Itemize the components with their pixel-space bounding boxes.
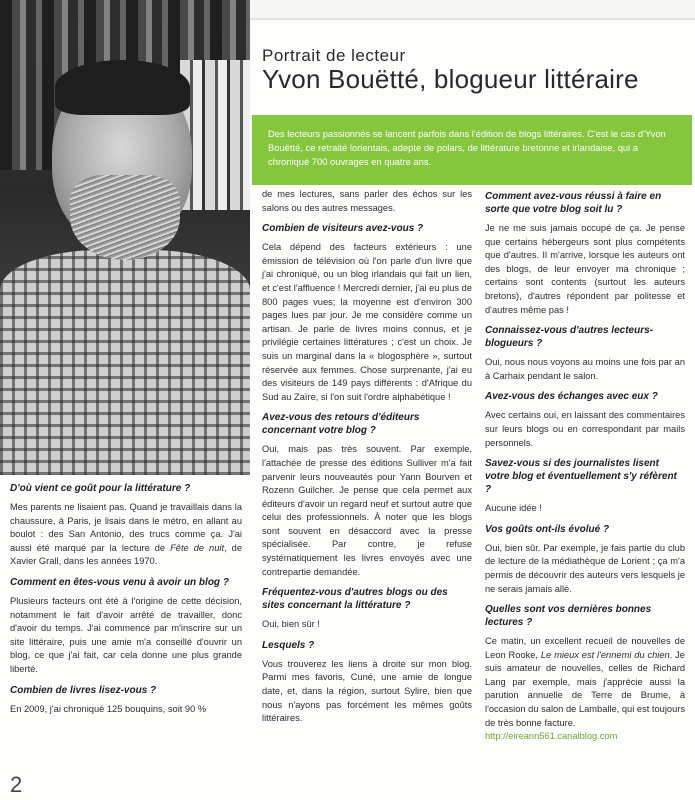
question-heading: Comment en êtes-vous venu à avoir un blog ? bbox=[10, 576, 229, 588]
answer-paragraph: Aucune idée ! bbox=[485, 503, 542, 514]
bookshelf-right bbox=[180, 60, 250, 210]
question-heading: Quelles sont vos dernières bonnes lectures ? bbox=[485, 604, 652, 629]
answer-text: Mes parents ne lisaient pas. Quand je travaillais dans la chaussure, à Paris, je lisais dans le métro, en allant au boulot : des San Antonio, des trucs comme ça. J'ai aussi été marqué par la lecture de bbox=[10, 502, 242, 553]
hair bbox=[55, 60, 190, 115]
answer-paragraph: Plusieurs facteurs ont été à l'origine de cette décision, notamment le fait d'avoir arrêté de travailler, donc d'avoir du temps. J'ai commencé par m'inscrire sur un site littéraire, puis une amie m'a conseillé d'ouvrir un blog, ce que j'ai fait, car cela donne une plus grande liberté. bbox=[10, 595, 242, 674]
beard bbox=[70, 175, 180, 260]
question-heading: Comment avez-vous réussi à faire en sorte que votre blog soit lu ? bbox=[485, 191, 662, 215]
question-heading: Connaissez-vous d'autres lecteurs-blogueurs ? bbox=[485, 325, 653, 350]
answer-paragraph: Oui, bien sûr. Par exemple, je fais partie du club de lecture de la médiathèque de Lorient ; ça m'a permis de découvrir des auteurs vers lesquels je ne serais jamais allé. bbox=[485, 542, 685, 594]
answer-paragraph: Oui, bien sûr ! bbox=[262, 619, 320, 630]
answer-paragraph: Cela dépend des facteurs extérieurs : une émission de télévision où l'on parle d'un livre que j'ai chroniqué, ou un blog irlandais qui fait un lien, et c'est l'affluence ! Mercredi dernier, j'ai eu plus de 800 pages vues; la moyenne est d'environ 300 pages lues par jour. Je me considère comme un artisan. Je parle de livres moins connus, et je privilégie certaines littératures ; c'est un choix. Je suis un marginal dans la « blogosphère », surtout réservée aux femmes. Chose surprenante, j'ai eu des visiteurs de 149 pays différents : d'Afrique du Sud au Zaïre, si l'on suit l'ordre alphabétique ! bbox=[262, 242, 472, 402]
portrait-photo bbox=[0, 0, 250, 475]
answer-paragraph: Oui, mais pas très souvent. Par exemple, l'attachée de presse des éditions Sulliver m'a fait parvenir leurs nouveautés pour Yann Bourven et Rozenn Guilcher. Je pense que cela permet aux éditeurs d'avoir un regard neuf et surtout autre que celui des professionnels. À noter que les blogs sont souvent en désaccord avec la presse spécialisée. Par contre, je refuse systématiquement les livres envoyés avec une contrepartie demandée. bbox=[262, 444, 472, 577]
question-heading: Lesquels ? bbox=[262, 639, 315, 651]
blog-link[interactable]: http://eireann561.canalblog.com bbox=[485, 731, 618, 742]
answer-paragraph: de mes lectures, sans parler des échos sur les salons ou des autres messages. bbox=[262, 189, 472, 213]
answer-paragraph: Vous trouverez les liens à droite sur mon blog. Parmi mes favoris, Cuné, une amie de longue date, et, dans la région, surtout Sylire, bien que nous n'ayons pas forcément les mêmes goûts littéraires. bbox=[262, 658, 472, 724]
top-rule bbox=[250, 0, 695, 20]
answer-paragraph: Oui, nous nous voyons au moins une fois par an à Carhaix pendant le salon. bbox=[485, 357, 685, 381]
answer-paragraph bbox=[10, 501, 242, 569]
answer-text: Ce matin, un excellent recueil de nouvelles de Leon Rooke, bbox=[485, 636, 685, 660]
question-heading: D'où vient ce goût pour la littérature ? bbox=[10, 483, 191, 494]
question-heading: Combien de visiteurs avez-vous ? bbox=[262, 223, 424, 235]
answer-paragraph bbox=[485, 635, 685, 744]
question-heading: Avez-vous des retours d'éditeurs concernant votre blog ? bbox=[262, 412, 420, 437]
book-title: Fête de nuit bbox=[170, 542, 225, 553]
question-heading: Vos goûts ont-ils évolué ? bbox=[485, 523, 610, 535]
column-middle bbox=[262, 188, 472, 733]
question-heading: Fréquentez-vous d'autres blogs ou des sites concernant la littérature ? bbox=[262, 587, 448, 612]
answer-text: , de Xavier Grall, dans les années 1970. bbox=[10, 542, 242, 567]
answer-paragraph: En 2009, j'ai chroniqué 125 bouquins, soit 90 % bbox=[10, 703, 207, 714]
answer-text: . Je suis amateur de nouvelles, celles de Richard Lang par exemple, mais j'apprécie aussi la parution annuelle de Terre de Brume, à l'occasion du salon de Lamballe, qui est toujours de très bonne facture. bbox=[485, 649, 685, 728]
column-left bbox=[10, 480, 242, 723]
question-heading: Avez-vous des échanges avec eux ? bbox=[485, 391, 658, 403]
plaid-shirt bbox=[0, 250, 250, 475]
answer-paragraph: Avec certains oui, en laissant des commentaires sur leurs blogs ou en correspondant par mails personnels. bbox=[485, 410, 685, 448]
page-number: 2 bbox=[10, 772, 23, 797]
intro-text: Des lecteurs passionnés se lancent parfois dans l'édition de blogs littéraires. C'est le cas d'Yvon Bouëtté, ce retraité lorientais, adepte de polars, de littérature bretonne et irlandaise, qui a chroniqué 700 ouvrages en quatre ans. bbox=[268, 128, 666, 168]
column-right bbox=[485, 188, 685, 751]
intro-box bbox=[252, 115, 692, 185]
section-kicker: Portrait de lecteur bbox=[262, 46, 406, 65]
question-heading: Savez-vous si des journalistes lisent votre blog et éventuellement s'y réfèrent ? bbox=[485, 458, 677, 496]
question-heading: Combien de livres lisez-vous ? bbox=[10, 684, 157, 696]
article-headline: Yvon Bouëtté, blogueur littéraire bbox=[262, 64, 639, 94]
answer-paragraph: Je ne me suis jamais occupé de ça. Je pense que certains hébergeurs sont plus compétents que d'autres. Il m'arrive, lorsque les auteurs ont des blogs, de leur envoyer ma chronique ; certains sont contents (surtout les auteurs bretons), d'autres répondent par politesse et d'autres même pas ! bbox=[485, 223, 685, 315]
book-title: Le mieux est l'ennemi du chien bbox=[540, 649, 670, 660]
